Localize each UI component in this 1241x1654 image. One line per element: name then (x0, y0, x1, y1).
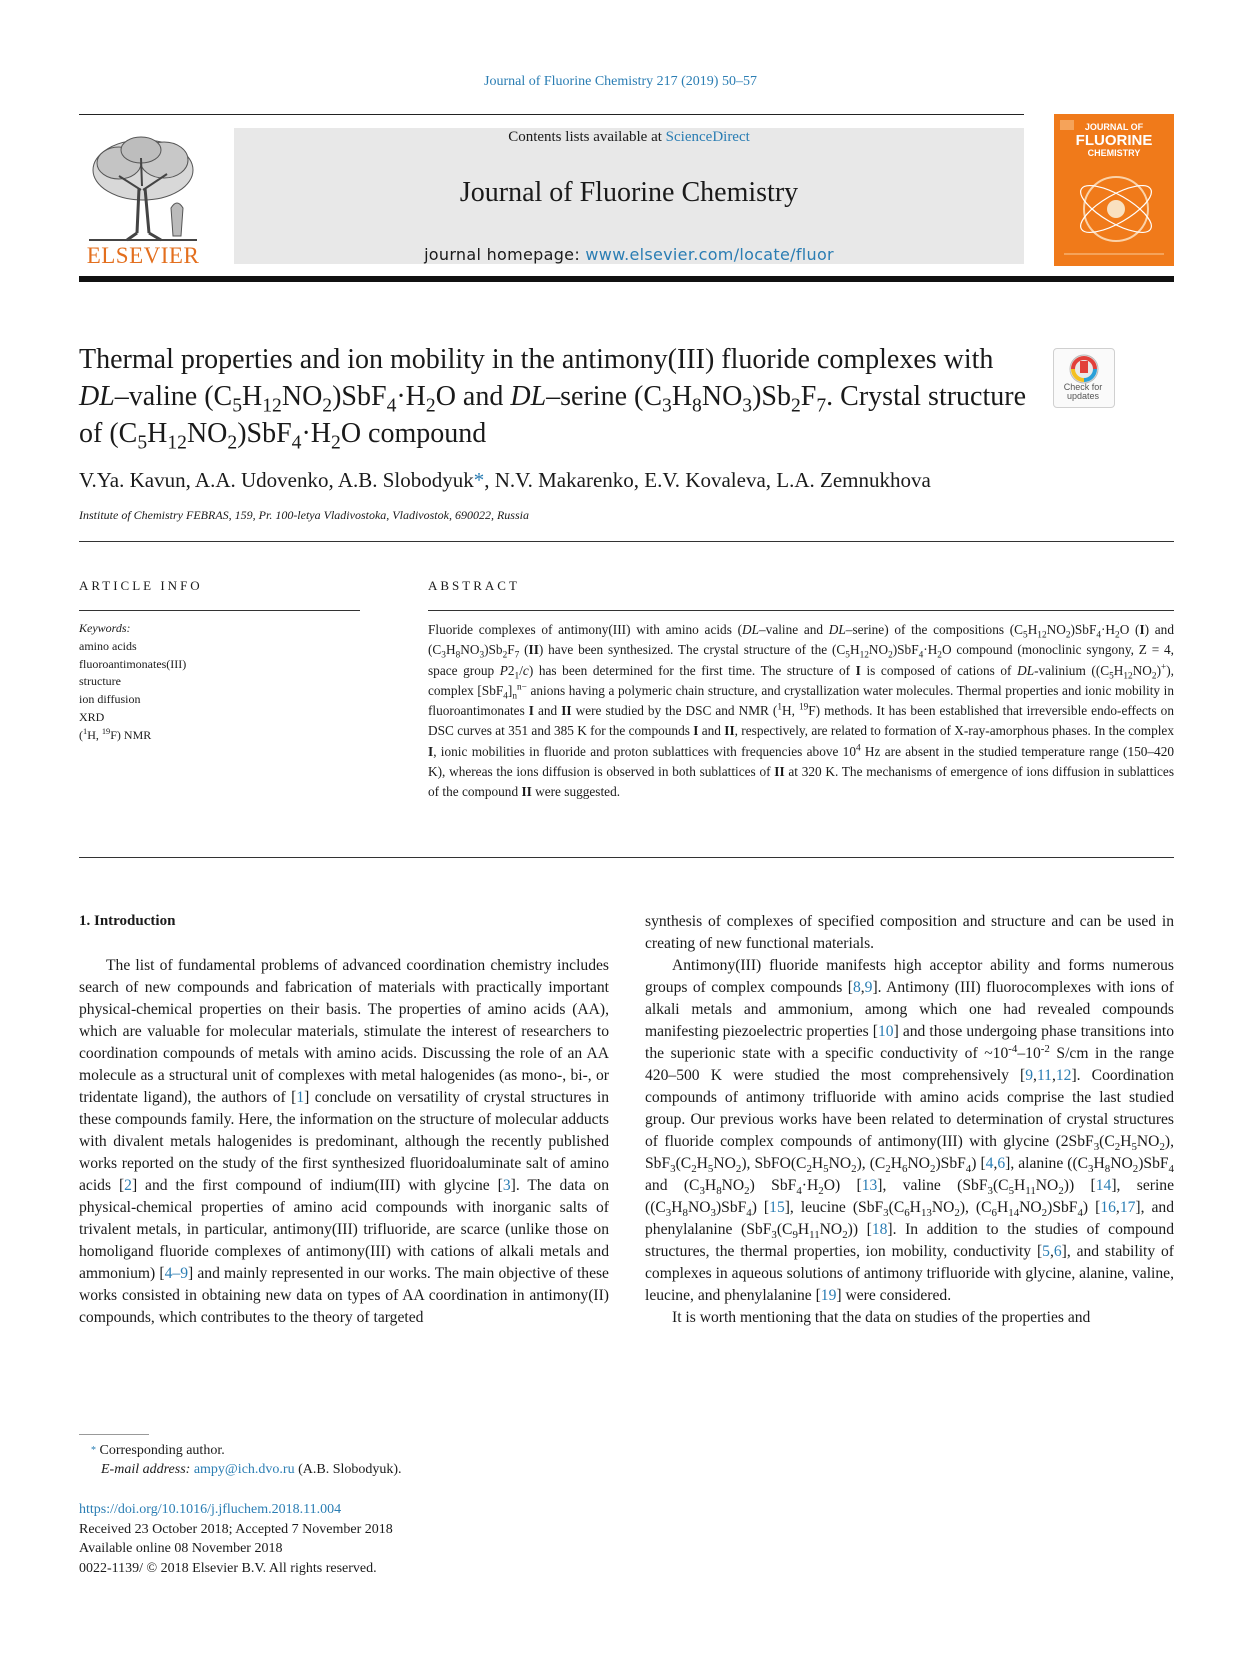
journal-citation[interactable]: Journal of Fluorine Chemistry 217 (2019) 50–57 (484, 74, 757, 89)
abstract-rule (428, 610, 1174, 611)
doi-link[interactable]: https://doi.org/10.1016/j.jfluchem.2018.11.004 (79, 1502, 342, 1517)
abstract-text: Fluoride complexes of antimony(III) with amino acids (DL–valine and DL–serine) of the compositions $(C_5H_{12}NO_2)SbF_4\cdot H_2O$ (I) and $(C_3H_8NO_3)Sb_2F_7$ (II) have been synthesized. The crystal structure of the $(C_5H_{12}NO_2)SbF_4\cdot H_2O$ compound (monoclinic syngony, Z = 4, space group $P2_1/c$) has been determined for the first time. The structure of I is composed of cations of DL-valinium $((C_5H_{12}NO_2)^+)$, complex $[SbF_4]_n^{n-}$ anions having a polymeric chain structure, and crystallization water molecules. Thermal properties and ionic mobility in fluoroantimonates I and II were studied by the DSC and NMR ($^1$H, $^{19}$F) methods. It has been established that irreversible endo-effects on DSC curves at 351 and 385 K for the compounds I and II, respectively, are related to formation of X-ray-amorphous phases. In the complex I, ionic mobilities in fluoride and proton sublattices with frequencies above $10^4$ Hz are absent in the studied temperature range (150–420 K), whereas the ions diffusion is observed in both sublattices of II at 320 K. The mechanisms of emergence of ions diffusion in sublattices of the compound II were suggested. (428, 622, 1175, 800)
body-column-left (79, 955, 609, 1329)
keyword-item: ion diffusion (79, 692, 141, 707)
article-info-rule (79, 610, 360, 611)
cover-title-line-1: JOURNAL OF (1084, 122, 1144, 132)
section-heading-introduction: 1. Introduction (79, 913, 176, 929)
footnote-corresponding (79, 1441, 402, 1479)
article-info-heading: ARTICLE INFO (79, 578, 203, 593)
elsevier-wordmark: ELSEVIER (86, 243, 200, 268)
corresponding-label: Corresponding author. (99, 1443, 225, 1458)
keyword-item: amino acids (79, 639, 137, 653)
copyright: 0022-1139/ © 2018 Elsevier B.V. All rights reserved. (79, 1560, 377, 1576)
keyword-item: XRD (79, 709, 105, 724)
article-metadata (79, 1500, 393, 1578)
sciencedirect-link[interactable]: ScienceDirect (665, 129, 750, 145)
article-title: Thermal properties and ion mobility in the antimony(III) fluoride complexes with DL–valine $(C_5H_{12}NO_2)SbF_4\cdot H_2O$ and DL–serine $(C_3H_8NO_3)Sb_2F_7$. Crystal structure of $(C_5H_{12}NO_2)SbF_4\cdot H_2O$ compound (79, 344, 1027, 454)
footnote-rule (79, 1434, 149, 1435)
keywords-list (79, 638, 186, 744)
journal-homepage (234, 245, 1024, 264)
asterisk-mark: * (91, 1445, 96, 1456)
abstract-bottom-rule (79, 857, 1174, 858)
header-rule (79, 114, 1024, 115)
body-column-right (645, 911, 1174, 1329)
keywords-label: Keywords: (79, 621, 131, 635)
contents-prefix: Contents lists available at (508, 129, 666, 145)
title-block-rule (79, 541, 1174, 542)
email-label: E-mail address: (101, 1462, 194, 1477)
body-paragraph: The list of fundamental problems of advanced coordination chemistry includes search of new compounds and fabrication of materials with practically important physical-chemical properties on their basis. The properties of amino acids (AA), which are valuable for molecular materials, stimulate the interest of researchers to coordination compounds of metals with amino acids. Discussing the role of an AA molecule as a structural unit of complexes with metal halogenides (as mono-, bi-, or tridentate ligand), the authors of [1] conclude on versatility of crystal structures in these compounds family. Here, the information on the structure of molecular adducts with divalent metals halogenides is predominant, although the recently published works reported on the study of the first synthesized fluoridoaluminate salt of amino acids [2] and the first compound of indium(III) with glycine [3]. The data on physical-chemical properties of amino acid compounds with inorganic salts of trivalent metals, in particular, antimony(III) trifluoride, are scarce (unlike those on homoligand fluoride complexes of antimony(III) with cations of alkali metals and ammonium) [4–9] and mainly represented in our works. The main objective of these works consisted in obtaining new data on types of AA coordination in antimony(II) compounds, which contributes to the theory of targeted (79, 957, 609, 1326)
cover-title-line-2: FLUORINE (1075, 132, 1153, 149)
received-dates: Received 23 October 2018; Accepted 7 November 2018 (79, 1521, 393, 1537)
crossmark-label (1053, 383, 1113, 401)
email-link[interactable]: ampy@ich.dvo.ru (193, 1462, 295, 1477)
body-paragraph: Antimony(III) fluoride manifests high acceptor ability and forms numerous groups of complex compounds [8,9]. Antimony (III) fluorocomplexes with ions of alkali metals and ammonium, among which one had revealed compounds manifesting piezoelectric properties [10] and those undergoing phase transitions into the superionic state with a specific conductivity of $\sim 10^{-4}-10^{-2}$ S/cm in the range 420–500 K were studied the most comprehensively [9,11,12]. Coordination compounds of antimony trifluoride with amino acids comprise the last studied group. Our previous works have been related to determination of crystal structures of fluoride complex compounds of antimony(III) with glycine ($2SbF_3(C_2H_5NO_2)$, $SbF_3(C_2H_5NO_2)$, $SbFO(C_2H_5NO_2)$, $(C_2H_6NO_2)SbF_4$) [4,6], alanine ($(C_3H_8NO_2)SbF_4$ and $(C_3H_8NO_2)$ $SbF_4\cdot H_2O$) [13], valine $(SbF_3(C_5H_{11}NO_2))$ [14], serine $((C_3H_8NO_3)SbF_4)$ [15], leucine ($SbF_3(C_6H_{13}NO_2)$, $(C_6H_{14}NO_2)SbF_4$) [16,17], and phenylalanine $(SbF_3(C_9H_{11}NO_2))$ [18]. In addition to the studies of compound structures, the thermal properties, ion mobility, conductivity [5,6], and stability of complexes in aqueous solutions of antimony trifluoride with glycine, alanine, valine, leucine, and phenylalanine [19] were considered. (645, 957, 1175, 1304)
keyword-item: fluoroantimonates(III) (79, 656, 187, 671)
journal-title: Journal of Fluorine Chemistry (459, 177, 799, 208)
keyword-item: ($^1$H, $^{19}$F) NMR (79, 726, 152, 742)
available-online: Available online 08 November 2018 (79, 1541, 283, 1556)
body-paragraph: synthesis of complexes of specified composition and structure and can be used in creating of new functional materials. (645, 913, 1174, 952)
homepage-prefix: journal homepage: (424, 245, 586, 264)
cover-title (1054, 122, 1174, 159)
contents-line (234, 129, 1024, 146)
email-owner: (A.B. Slobodyuk). (294, 1462, 402, 1477)
crossmark-label-line-2: updates (1066, 391, 1100, 401)
crossmark-label-line-1: Check for (1063, 382, 1103, 392)
affiliation: Institute of Chemistry FEBRAS, 159, Pr. 100-letya Vladivostoka, Vladivostok, 690022, Russia (79, 508, 529, 522)
cover-title-line-3: CHEMISTRY (1087, 148, 1141, 158)
homepage-link[interactable]: www.elsevier.com/locate/fluor (585, 245, 834, 264)
abstract-heading: ABSTRACT (428, 578, 520, 593)
masthead-bottom-rule (79, 276, 1174, 282)
body-paragraph: It is worth mentioning that the data on studies of the properties and (672, 1309, 1091, 1326)
keyword-item: structure (79, 674, 121, 689)
author-list: V.Ya. Kavun, A.A. Udovenko, A.B. Slobodyuk*, N.V. Makarenko, E.V. Kovaleva, L.A. Zemnukhova (79, 468, 931, 492)
